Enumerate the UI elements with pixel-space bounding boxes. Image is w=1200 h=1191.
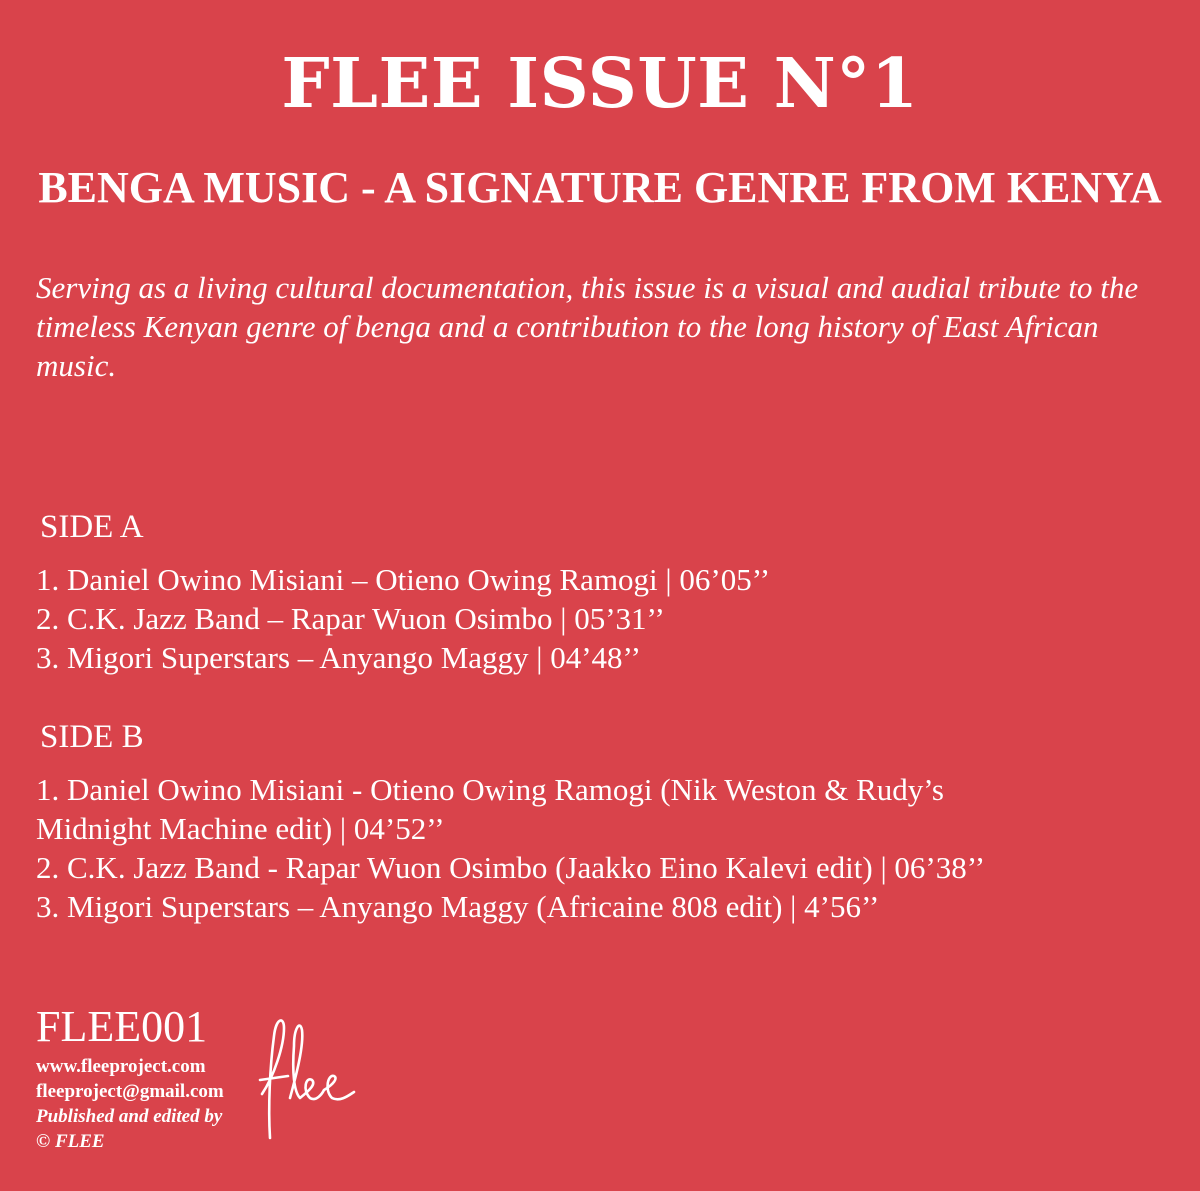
track-list-item: 3. Migori Superstars – Anyango Maggy | 04’48’’ [36, 640, 641, 675]
copyright-text: © FLEE [36, 1131, 105, 1152]
side-b-tracklist [36, 770, 1176, 926]
website-text: www.fleeproject.com [36, 1056, 206, 1077]
colophon [36, 1002, 224, 1154]
publisher-text: Published and edited by [36, 1106, 223, 1127]
page-subtitle: BENGA MUSIC - A SIGNATURE GENRE FROM KENYA [38, 163, 1162, 212]
track-list-item: 1. Daniel Owino Misiani - Otieno Owing Ramogi (Nik Weston & Rudy’s Midnight Machine edit) | 04’52’’ [36, 772, 944, 846]
side-a-heading: SIDE A [40, 509, 144, 545]
track-list-item: 3. Migori Superstars – Anyango Maggy (Africaine 808 edit) | 4’56’’ [36, 889, 880, 924]
side-a-section [36, 506, 1176, 677]
page-title: FLEE ISSUE N°1 [281, 44, 919, 124]
side-b-section [36, 716, 1176, 926]
handwritten-signature-icon [254, 1006, 364, 1146]
intro-paragraph: Serving as a living cultural documentation, this issue is a visual and audial tribute to the timeless Kenyan genre of benga and a contribution to the long history of East African music. [36, 270, 1139, 383]
side-b-heading: SIDE B [40, 719, 144, 755]
email-text: fleeproject@gmail.com [36, 1081, 224, 1102]
track-list-item: 2. C.K. Jazz Band - Rapar Wuon Osimbo (Jaakko Eino Kalevi edit) | 06’38’’ [36, 850, 986, 885]
catalog-number: FLEE001 [36, 1002, 208, 1051]
side-a-tracklist [36, 560, 1176, 677]
track-list-item: 2. C.K. Jazz Band – Rapar Wuon Osimbo | 05’31’’ [36, 601, 665, 636]
track-list-item: 1. Daniel Owino Misiani – Otieno Owing Ramogi | 06’05’’ [36, 562, 771, 597]
